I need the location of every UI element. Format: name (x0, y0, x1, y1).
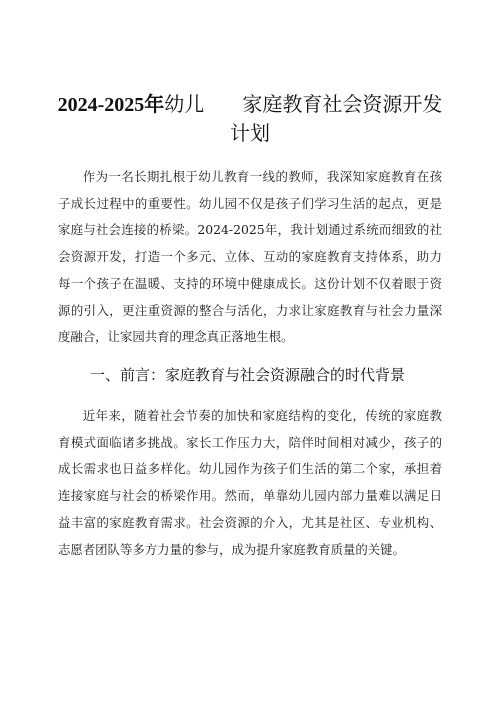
document-title (40, 90, 460, 147)
section-paragraph: 近年来，随着社会节奏的加快和家庭结构的变化，传统的家庭教育模式面临诸多挑战。家长工作压力大，陪伴时间相对减少，孩子的成长需求也日益多样化。幼儿园作为孩子们生活的第二个家，承担着连接家庭与社会的桥梁作用。然而，单靠幼儿园内部力量难以满足日益丰富的家庭教育需求。社会资源的介入，尤其是社区、专业机构、志愿者团队等多方力量的参与，成为提升家庭教育质量的关键。 (58, 408, 442, 557)
section-heading: 一、前言：家庭教育与社会资源融合的时代背景 (90, 366, 406, 384)
intro-paragraph: 作为一名长期扎根于幼儿教育一线的教师，我深知家庭教育在孩子成长过程中的重要性。幼儿园不仅是孩子们学习生活的起点，更是家庭与社会连接的桥梁。2024-2025年，我计划通过系统而细致的社会资源开发，打造一个多元、立体、互动的家庭教育支持体系，助力每一个孩子在温暖、支持的环境中健康成长。这份计划不仅着眼于资源的引入，更注重资源的整合与活化，力求让家庭教育与社会力量深度融合，让家园共育的理念真正落地生根。 (58, 169, 442, 345)
title-line-2: 计划 (230, 121, 270, 145)
title-year: 2024-2025年 (57, 94, 165, 116)
title-line-1-text: 幼儿 家庭教育社会资源开发 (164, 92, 443, 116)
title-line-1 (40, 90, 460, 119)
